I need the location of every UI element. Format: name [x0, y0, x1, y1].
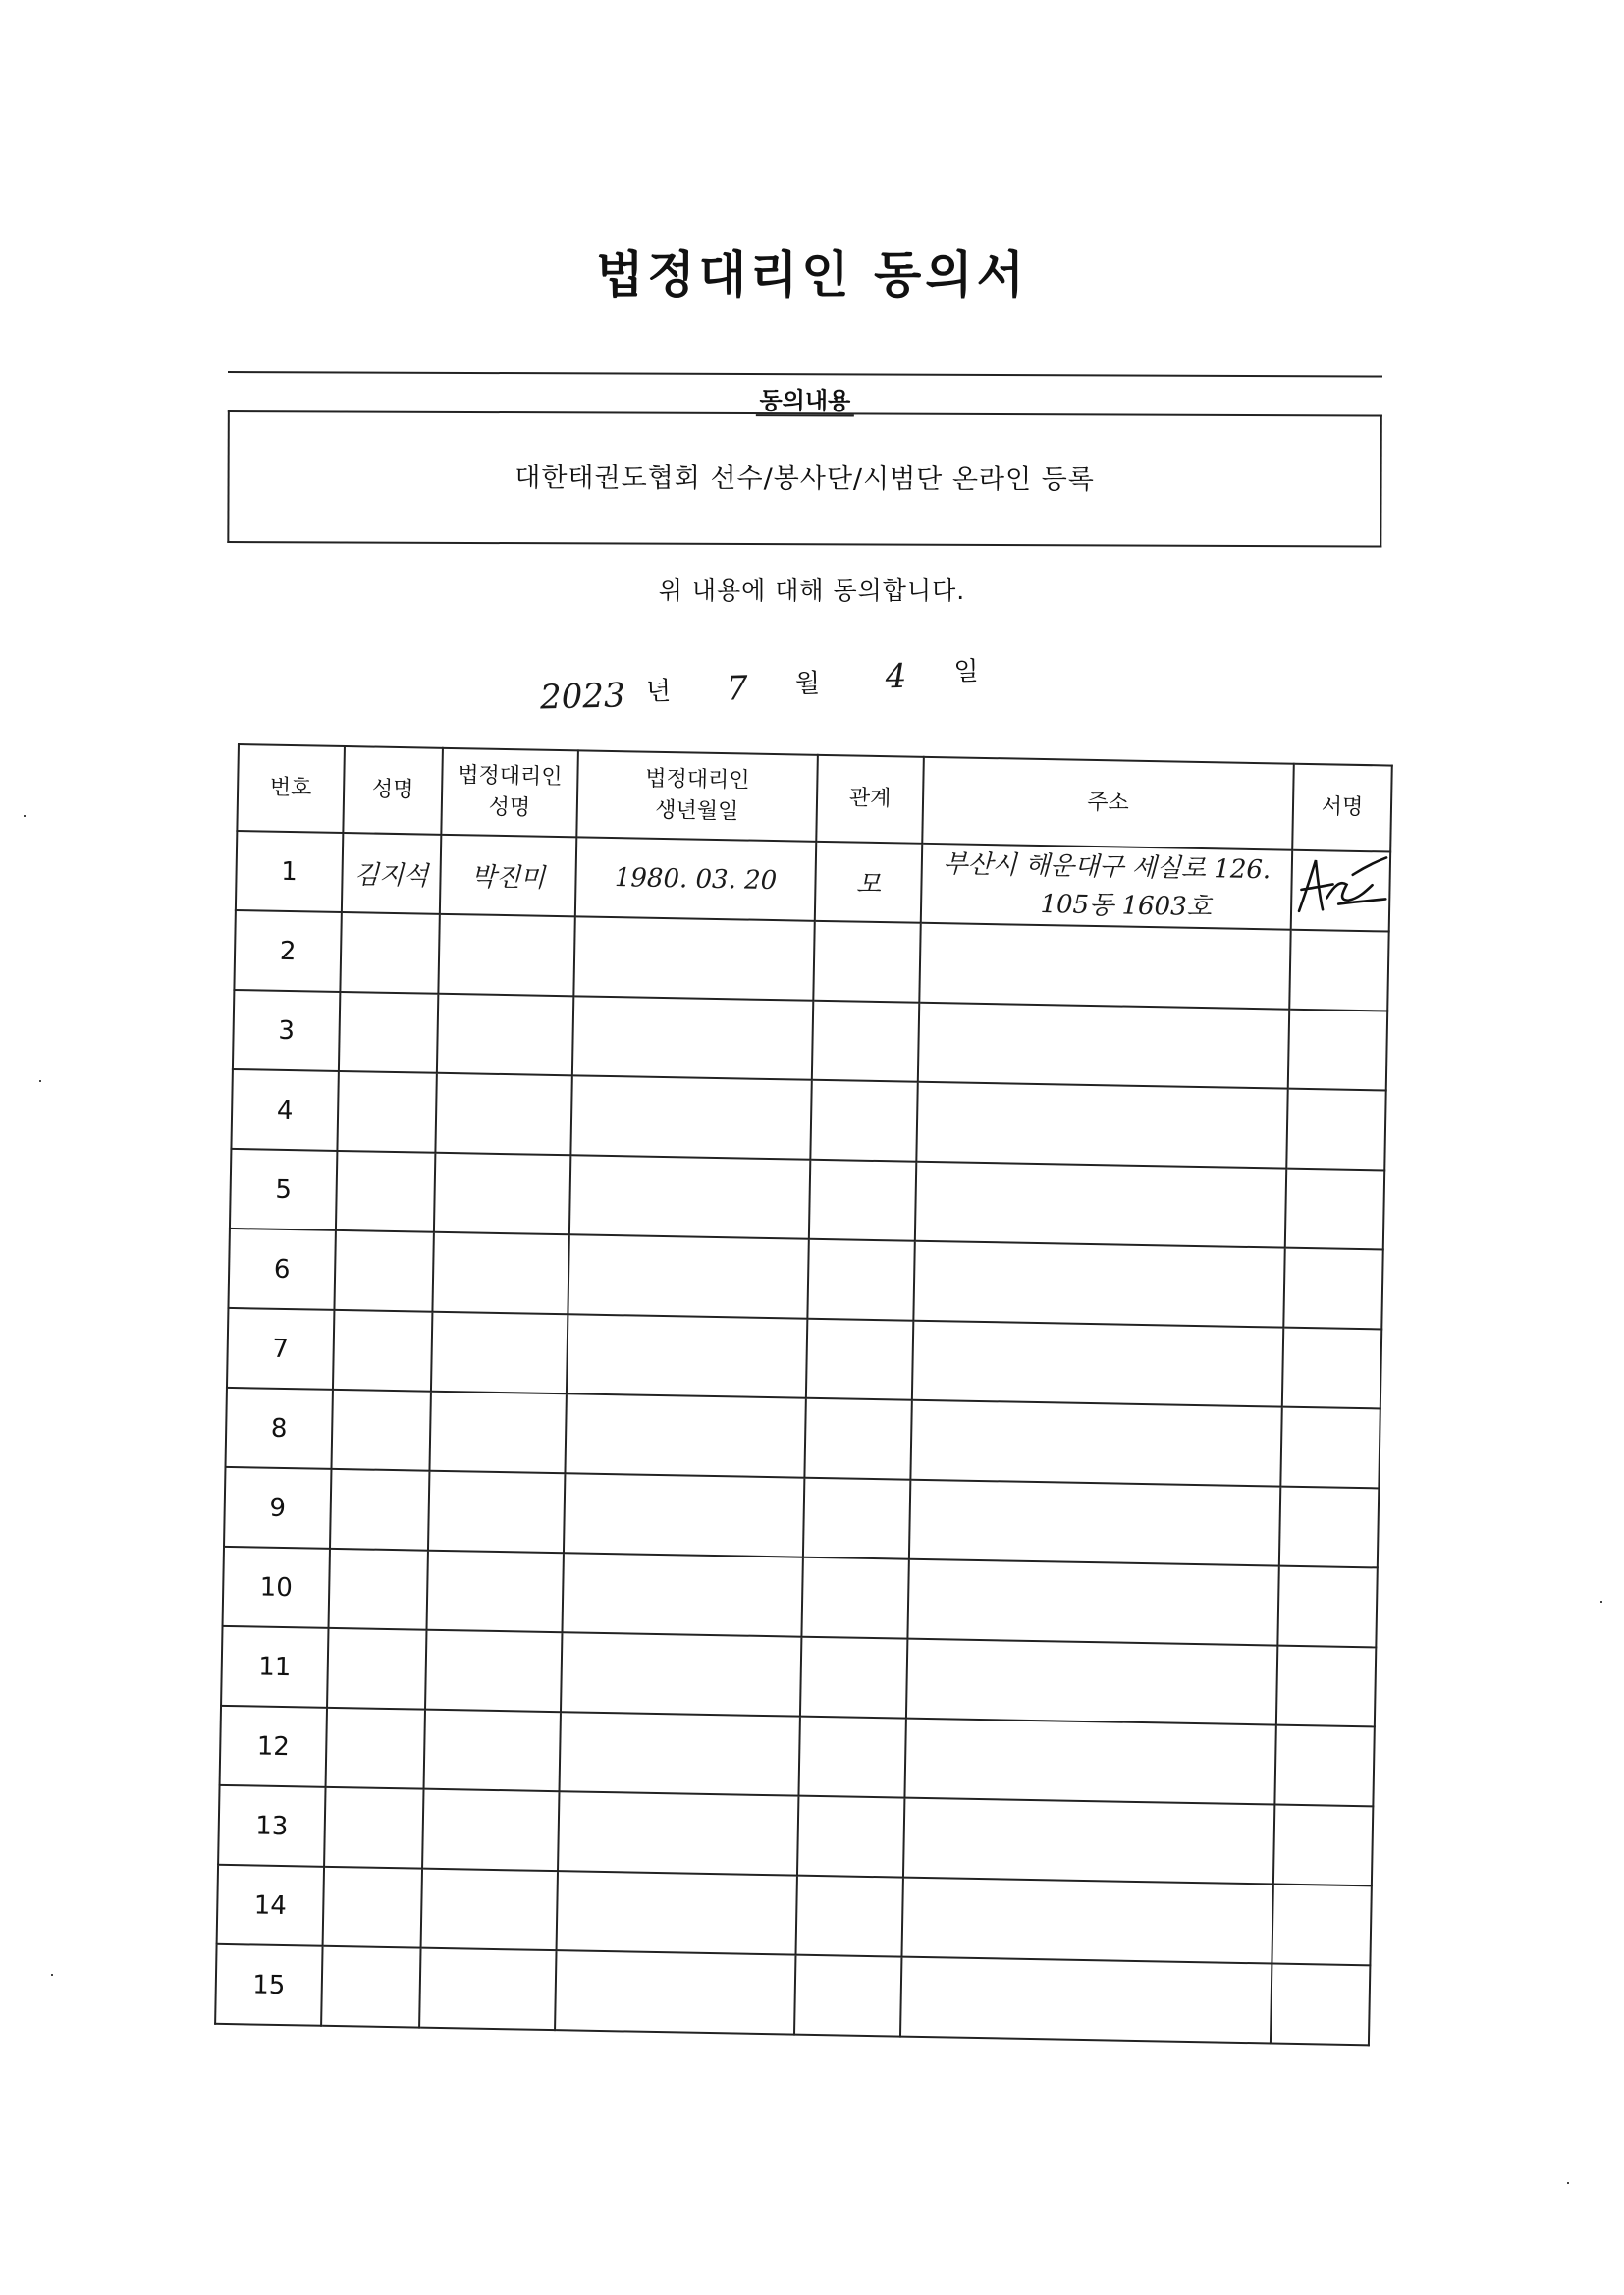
- cell-guardian-birth: [567, 1314, 807, 1397]
- cell-guardian-name: [429, 1392, 566, 1474]
- cell-guardian-birth: [561, 1632, 801, 1716]
- cell-name: [333, 1310, 432, 1392]
- cell-no: 13: [218, 1785, 325, 1867]
- header-address: 주소: [922, 757, 1294, 850]
- cell-address-line1: 부산시 해운대구 세실로 126.: [943, 848, 1272, 885]
- cell-guardian-birth: [562, 1553, 802, 1636]
- cell-signature: [1280, 1407, 1380, 1489]
- cell-signature: [1279, 1487, 1379, 1568]
- cell-no: 3: [233, 990, 340, 1071]
- cell-address: [913, 1241, 1284, 1328]
- cell-guardian-name: [425, 1630, 562, 1713]
- cell-no: 6: [228, 1229, 335, 1310]
- cell-signature: [1274, 1725, 1374, 1807]
- cell-no: 4: [231, 1069, 338, 1151]
- cell-name: [334, 1230, 433, 1312]
- box-top-rule: [228, 371, 1382, 378]
- cell-address: [916, 1082, 1287, 1169]
- header-name: 성명: [343, 746, 443, 835]
- cell-guardian-name: [432, 1232, 568, 1315]
- cell-no: 15: [215, 1944, 322, 2026]
- cell-signature: [1286, 1089, 1385, 1171]
- cell-signature: [1271, 1964, 1370, 2046]
- cell-relation: [807, 1239, 914, 1321]
- cell-guardian-name: [434, 1153, 570, 1235]
- cell-guardian-name: [421, 1869, 558, 1951]
- cell-address: [915, 1162, 1286, 1248]
- cell-relation: [794, 1955, 901, 2037]
- cell-no: 10: [223, 1547, 330, 1628]
- cell-guardian-birth: 1980. 03. 20: [575, 837, 816, 920]
- cell-name: [340, 912, 439, 994]
- cell-name: [324, 1787, 423, 1869]
- cell-name: [331, 1390, 430, 1471]
- header-guardian-name-line2: 성명: [488, 794, 531, 821]
- cell-name: [321, 1946, 420, 2028]
- cell-guardian-birth: [559, 1712, 799, 1795]
- cell-signature: [1285, 1169, 1384, 1250]
- cell-guardian-birth: [569, 1155, 810, 1238]
- cell-no: 9: [224, 1467, 331, 1549]
- cell-no: 1: [236, 831, 343, 912]
- agree-statement: 위 내용에 대해 동의합니다.: [658, 576, 966, 605]
- cell-name: [323, 1867, 422, 1948]
- header-guardian-birth-line1: 법정대리인: [645, 766, 750, 793]
- cell-relation: [797, 1796, 904, 1878]
- cell-relation: [803, 1478, 910, 1559]
- cell-guardian-birth: [568, 1234, 808, 1318]
- cell-no: 7: [227, 1308, 334, 1390]
- member-table: [214, 743, 1393, 2046]
- cell-no: 2: [234, 910, 341, 992]
- date-day-label: 일: [953, 656, 980, 687]
- scan-speck: [1567, 2182, 1569, 2184]
- header-signature: 서명: [1292, 764, 1392, 852]
- cell-address: [906, 1639, 1277, 1725]
- cell-relation: [810, 1080, 917, 1162]
- cell-address: [907, 1559, 1278, 1646]
- cell-relation: [813, 921, 920, 1003]
- scan-speck: [1600, 1601, 1602, 1603]
- cell-signature: [1277, 1566, 1377, 1648]
- cell-address: [912, 1321, 1283, 1407]
- cell-name: 김지석: [342, 833, 441, 914]
- cell-address: [909, 1480, 1280, 1566]
- cell-relation: 모: [815, 842, 922, 923]
- cell-address: [903, 1798, 1274, 1885]
- cell-no: 11: [221, 1626, 328, 1708]
- cell-guardian-birth: [564, 1473, 804, 1557]
- cell-address: [904, 1719, 1275, 1805]
- cell-name: [327, 1628, 426, 1710]
- cell-address: [919, 923, 1290, 1010]
- cell-guardian-name: [422, 1789, 559, 1872]
- box-bottom-rule: [227, 541, 1381, 548]
- content-header-label: 동의내용: [755, 387, 854, 416]
- cell-signature: [1273, 1805, 1373, 1886]
- cell-signature: [1291, 850, 1390, 932]
- cell-name: [329, 1549, 428, 1630]
- cell-address-line2: 105동 1603호: [1040, 889, 1213, 922]
- cell-signature: [1272, 1885, 1371, 1966]
- cell-guardian-name: 박진미: [440, 835, 576, 917]
- cell-guardian-birth: [557, 1871, 797, 1954]
- cell-name: [336, 1151, 435, 1232]
- cell-guardian-name: [431, 1312, 568, 1394]
- date-year-label: 년: [645, 677, 672, 707]
- date-month: 7: [726, 669, 749, 709]
- signature-mark: [1293, 854, 1388, 921]
- cell-guardian-name: [435, 1073, 571, 1156]
- date-month-label: 월: [794, 669, 821, 699]
- cell-address: [921, 844, 1292, 930]
- cell-guardian-name: [424, 1710, 561, 1792]
- scan-speck: [51, 1974, 53, 1976]
- cell-name: [337, 1071, 436, 1153]
- cell-relation: [801, 1557, 908, 1639]
- cell-address: [900, 1957, 1272, 2044]
- cell-guardian-name: [428, 1471, 565, 1554]
- cell-signature: [1283, 1248, 1382, 1330]
- cell-no: 5: [230, 1149, 337, 1230]
- header-guardian-birth: [576, 750, 818, 841]
- cell-signature: [1276, 1646, 1376, 1727]
- cell-signature: [1288, 1010, 1387, 1091]
- cell-signature: [1282, 1328, 1381, 1409]
- cell-relation: [795, 1876, 902, 1957]
- consent-content-box: [227, 371, 1382, 548]
- cell-address: [910, 1400, 1281, 1487]
- header-guardian-name: [441, 748, 578, 838]
- cell-relation: [800, 1637, 907, 1719]
- cell-guardian-birth: [558, 1791, 798, 1875]
- cell-relation: [798, 1717, 905, 1798]
- date-day: 4: [885, 656, 907, 697]
- cell-relation: [812, 1001, 919, 1082]
- cell-name: [339, 992, 438, 1073]
- cell-guardian-birth: [572, 996, 813, 1079]
- cell-no: 14: [217, 1865, 324, 1946]
- cell-address: [918, 1003, 1289, 1089]
- header-guardian-birth-line2: 생년월일: [655, 797, 739, 825]
- content-text: 대한태권도협회 선수/봉사단/시범단 온라인 등록: [514, 463, 1095, 496]
- scan-speck: [39, 1080, 41, 1082]
- cell-relation: [806, 1319, 913, 1400]
- cell-relation: [804, 1398, 911, 1480]
- cell-no: 8: [225, 1388, 332, 1469]
- scan-speck: [24, 815, 26, 817]
- header-guardian-name-line1: 법정대리인: [458, 763, 563, 791]
- cell-name: [330, 1469, 429, 1551]
- date-line: [529, 653, 1041, 726]
- cell-guardian-name: [437, 994, 573, 1076]
- cell-guardian-name: [438, 914, 574, 997]
- cell-address: [901, 1878, 1272, 1964]
- document-title: 법정대리인 동의서: [596, 246, 1028, 303]
- cell-guardian-birth: [555, 1950, 795, 2034]
- header-relation: 관계: [816, 755, 924, 844]
- member-table-wrapper: [214, 743, 1393, 2046]
- cell-guardian-birth: [570, 1075, 811, 1159]
- cell-guardian-name: [426, 1551, 563, 1633]
- date-year: 2023: [539, 676, 626, 718]
- cell-relation: [809, 1160, 916, 1241]
- cell-signature: [1289, 930, 1388, 1011]
- cell-guardian-birth: [573, 916, 814, 1000]
- cell-guardian-name: [419, 1948, 556, 2031]
- header-no: 번호: [237, 744, 345, 833]
- cell-name: [326, 1708, 425, 1789]
- cell-guardian-birth: [565, 1393, 805, 1477]
- cell-no: 12: [220, 1706, 327, 1787]
